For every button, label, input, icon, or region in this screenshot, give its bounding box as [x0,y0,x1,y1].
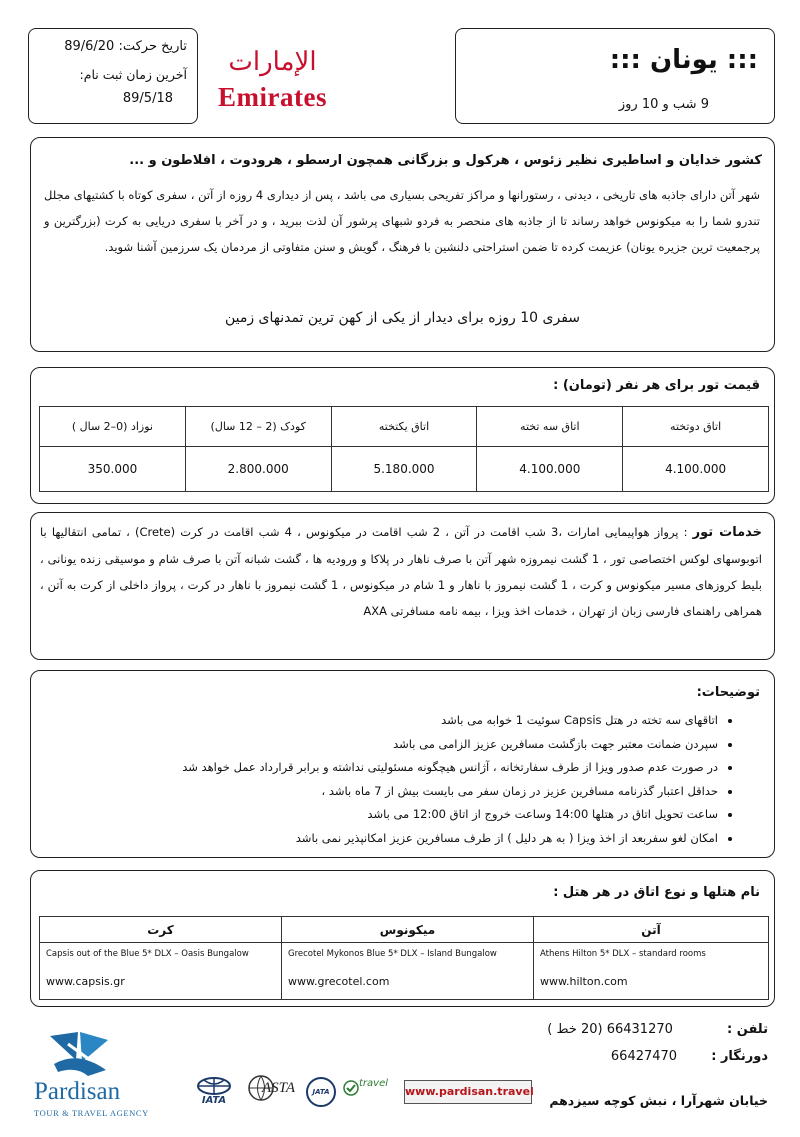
services-body: : پرواز هواپیمایی امارات ،3 شب اقامت در آتن ، 2 شب اقامت در میکونوس ، 4 شب اقامت در کرت (Crete) ، تمامی انتقالیها با اتوبوسهای لوکس اختصاصی تور ، 1 گشت نیمروزه شهر آتن با صرف ناهار در پلاکا و ورودیه ها ، گشت شبانه آتن با صرف شام و موسیقی زنده یونانی ، بلیط کروزهای مسیر میکونوس و کرت ، 1 گشت نیمروز با ناهار و 1 شام در میکونوس ، 1 گشت نیمروز با ناهار در کرت ، پرواز داخلی از کرت به آتن ، همراهی راهنمای فارسی زبان از تهران ، خدمات اخذ ویزا ، بیمه نامه مسافرتی AXA [40,525,762,618]
intro-headline: کشور خدایان و اساطیری نظیر زئوس ، هرکول و بزرگانی همچون ارسطو ، هرودوت ، افلاطون و ... [129,153,762,168]
pardisan-name: Pardisan [34,1078,121,1105]
hotels-title: نام هتلها و نوع اتاق در هر هتل : [553,885,760,900]
price-header: نوزاد (0–2 سال ) [40,407,186,447]
price-value: 5.180.000 [331,447,477,492]
price-value: 4.100.000 [623,447,769,492]
departure-info-box [28,28,198,124]
note-item: • در صورت عدم صدور ویزا از طرف سفارتخانه ، آژانس هیچگونه مسئولیتی نداشته و برابر قرارداد عمل خواهد شد [56,756,718,780]
emirates-arabic-calligraphy: الإمارات [228,47,317,77]
hotel-city-header: میکونوس [282,917,534,943]
departure-date: 89/6/20 [64,39,115,54]
note-item: • اتاقهای سه تخته در هتل Capsis سوئیت 1 خوابه می باشد [56,709,718,733]
hotel-city-header: کرت [40,917,282,943]
asta-badge [246,1073,298,1107]
deadline-label: آخرین زمان ثبت نام: [79,67,187,82]
hotel-name: Athens Hilton 5* DLX – standard rooms [540,949,706,959]
hotel-name: Grecotel Mykonos Blue 5* DLX – Island Bungalow [288,949,497,959]
prices-title: قیمت تور برای هر نفر (تومان) : [553,378,760,393]
price-header: اتاق یکتخته [331,407,477,447]
emirates-logo [205,40,340,120]
contact-address: خیابان شهرآرا ، نبش کوچه سیزدهم [549,1093,768,1108]
hotel-cell [534,943,769,1000]
notes-list [56,709,736,850]
services-title: خدمات تور [692,525,763,540]
notes-box [30,670,775,858]
emirates-wordmark: Emirates [218,82,327,112]
jata-label: JATA [312,1088,330,1096]
hotels-table [39,916,769,1000]
travel-label: travel [359,1078,389,1089]
destination-title: ::: یونان ::: [609,45,758,75]
pardisan-emblem-icon [48,1030,110,1078]
hotel-website: www.hilton.com [540,975,628,988]
travel-check-icon [343,1080,359,1096]
deadline-date: 89/5/18 [122,91,173,106]
contact-phone [547,1022,768,1037]
price-table [39,406,769,492]
hotel-cell [40,943,282,1000]
travel-badge [343,1076,395,1106]
hotel-website: www.grecotel.com [288,975,390,988]
intro-box [30,137,775,352]
hotel-website: www.capsis.gr [46,975,125,988]
price-header: اتاق دوتخته [623,407,769,447]
pardisan-tagline: TOUR & TRAVEL AGENCY [34,1108,149,1118]
fax-label: دورنگار : [711,1049,768,1064]
trip-duration: 9 شب و 10 روز [618,97,709,112]
contact-fax [611,1049,768,1064]
website-link[interactable]: www.pardisan.travel [405,1085,534,1098]
services-box [30,512,775,660]
price-header: کودک (2 – 12 سال) [185,407,331,447]
destination-box [455,28,775,124]
phone-value: 66431270 (20 خط ) [547,1022,673,1037]
pardisan-logo [30,1030,170,1120]
price-value: 350.000 [40,447,186,492]
iata-badge [190,1075,238,1109]
services-text [40,519,762,624]
jata-badge [306,1077,336,1107]
phone-label: تلفن : [727,1022,768,1037]
price-value: 4.100.000 [477,447,623,492]
hotels-box [30,870,775,1007]
iata-label: IATA [201,1095,227,1106]
departure-label: تاریخ حرکت: [118,39,187,54]
intro-body: شهر آتن دارای جاذبه های تاریخی ، دیدنی ، رستورانها و مراکز تفریحی بسیاری می باشد ، پس از دیداری 4 روزه از آتن ، سفری کوتاه با کشتیهای مجلل تندرو شما را به میکونوس خواهد رساند تا از جاذبه های منحصر به فردو شبهای پرشور آن لذت ببرید ، و در آخر با سفری دریایی به کرت (بزرگترین و پرجمعیت ترین جزیره یونان) عزیمت کرده تا ضمن استراحتی دلنشین با فرهنگ ، گویش و سنن متفاوتی از مردمان یک سرزمین آشنا شوید. [44,188,760,254]
note-item: • امکان لغو سفربعد از اخذ ویزا ( به هر دلیل ) از طرف مسافرین عزیز امکانپذیر نمی باشد [56,827,718,851]
intro-tagline: سفری 10 روزه برای دیدار از یکی از کهن ترین تمدنهای زمین [224,310,581,326]
departure-line [64,37,187,56]
notes-title: توضیحات: [696,685,760,700]
hotel-city-header: آتن [534,917,769,943]
note-item: • سپردن ضمانت معتبر جهت بازگشت مسافرین عزیز الزامی می باشد [56,733,718,757]
hotel-cell [282,943,534,1000]
fax-value: 66427470 [610,1049,678,1064]
note-item: • حداقل اعتبار گذرنامه مسافرین عزیز در زمان سفر می بایست بیش از 7 ماه باشد ، [56,780,718,804]
note-item: • ساعت تحویل اتاق در هتلها 14:00 وساعت خروج از اتاق 12:00 می باشد [56,803,718,827]
price-value: 2.800.000 [185,447,331,492]
prices-box [30,367,775,504]
website-badge[interactable] [404,1080,532,1104]
hotel-name: Capsis out of the Blue 5* DLX – Oasis Bungalow [46,949,249,959]
asta-label: ASTA [262,1080,296,1096]
iata-globe-icon [194,1075,234,1095]
price-header: اتاق سه تخته [477,407,623,447]
